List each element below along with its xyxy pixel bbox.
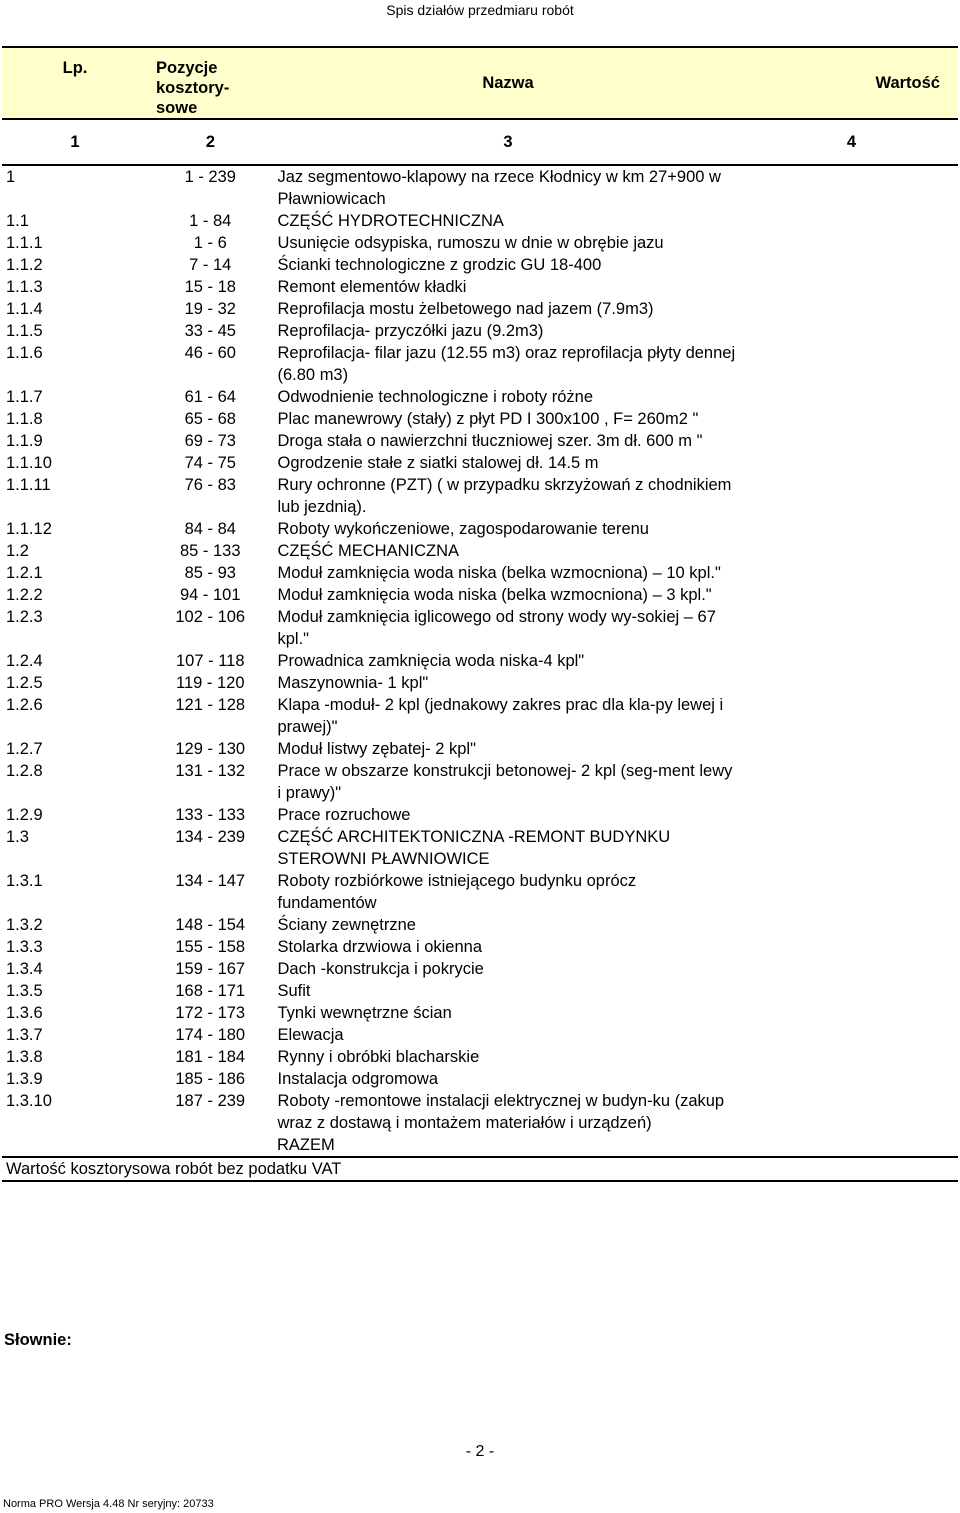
row-name: Moduł listwy zębatej- 2 kpl" <box>277 740 476 758</box>
row-name: Prowadnica zamknięcia woda niska-4 kpl" <box>277 652 585 670</box>
row-lp: 1.3.4 <box>6 960 43 978</box>
row-value <box>743 826 958 870</box>
row-positions: 1 - 239 <box>184 168 236 186</box>
row-lp: 1.3.3 <box>6 938 43 956</box>
page-title: Spis działów przedmiaru robót <box>386 2 574 18</box>
row-value <box>743 276 958 298</box>
software-footer: Norma PRO Wersja 4.48 Nr seryjny: 20733 <box>3 1498 214 1510</box>
row-name: Prace rozruchowe <box>277 806 411 824</box>
row-lp: 1.2.2 <box>6 586 43 604</box>
row-name: Dach -konstrukcja i pokrycie <box>277 960 484 978</box>
row-lp: 1.1.12 <box>6 520 52 538</box>
row-value <box>743 165 958 210</box>
row-positions: 1 - 84 <box>189 212 232 230</box>
row-lp: 1.1.4 <box>6 300 43 318</box>
row-positions: 46 - 60 <box>184 344 236 362</box>
row-positions: 148 - 154 <box>175 916 246 934</box>
row-value <box>743 298 958 320</box>
row-value <box>743 232 958 254</box>
row-name: Stolarka drzwiowa i okienna <box>277 938 483 956</box>
row-positions: 76 - 83 <box>184 476 236 494</box>
row-name: Moduł zamknięcia iglicowego od strony wody wy-sokiej – 67 kpl." <box>277 608 716 648</box>
sum-label: RAZEM <box>277 1136 335 1154</box>
row-value <box>743 936 958 958</box>
row-name: Rynny i obróbki blacharskie <box>277 1048 480 1066</box>
row-name: Reprofilacja- filar jazu (12.55 m3) oraz reprofilacja płyty dennej (6.80 m3) <box>277 344 736 384</box>
table-row <box>2 1046 958 1068</box>
table-row <box>2 694 958 738</box>
table-row <box>2 1002 958 1024</box>
row-positions: 94 - 101 <box>179 586 241 604</box>
row-lp: 1.3.7 <box>6 1026 43 1044</box>
column-number-2: 2 <box>148 119 273 165</box>
table-row <box>2 980 958 1002</box>
row-positions: 185 - 186 <box>175 1070 246 1088</box>
row-positions: 172 - 173 <box>175 1004 246 1022</box>
table-row <box>2 232 958 254</box>
row-positions: 65 - 68 <box>184 410 236 428</box>
table-row <box>2 1024 958 1046</box>
row-positions: 168 - 171 <box>175 982 246 1000</box>
row-value <box>743 342 958 386</box>
row-value <box>743 694 958 738</box>
table-row <box>2 430 958 452</box>
row-name: Tynki wewnętrzne ścian <box>277 1004 452 1022</box>
row-name: Instalacja odgromowa <box>277 1070 439 1088</box>
table-row <box>2 936 958 958</box>
row-positions: 181 - 184 <box>175 1048 246 1066</box>
row-value <box>743 210 958 232</box>
row-name: Ogrodzenie stałe z siatki stalowej dł. 14.5 m <box>277 454 599 472</box>
row-name: Rury ochronne (PZT) ( w przypadku skrzyżowań z chodnikiem lub jezdnią). <box>277 476 732 516</box>
header-lp: Lp. <box>2 47 148 119</box>
row-value <box>743 870 958 914</box>
row-positions: 85 - 93 <box>184 564 236 582</box>
row-lp: 1.3.10 <box>6 1092 52 1110</box>
row-lp: 1.3.6 <box>6 1004 43 1022</box>
row-name: Roboty rozbiórkowe istniejącego budynku oprócz fundamentów <box>277 872 637 912</box>
row-lp: 1.2.8 <box>6 762 43 780</box>
page-number: - 2 - <box>465 1443 495 1460</box>
table-row <box>2 210 958 232</box>
row-value <box>743 914 958 936</box>
row-lp: 1.2.1 <box>6 564 43 582</box>
row-name: Usunięcie odsypiska, rumoszu w dnie w obrębie jazu <box>277 234 664 252</box>
column-number-3: 3 <box>273 119 743 165</box>
table-header-row <box>2 47 958 119</box>
net-value-row <box>2 1157 958 1181</box>
table-row <box>2 518 958 540</box>
row-name: Sufit <box>277 982 311 1000</box>
table-row <box>2 826 958 870</box>
row-lp: 1.2 <box>6 542 29 560</box>
header-value: Wartość <box>743 47 958 119</box>
row-value <box>743 430 958 452</box>
row-value <box>743 1046 958 1068</box>
row-lp: 1.2.3 <box>6 608 43 626</box>
row-value <box>743 518 958 540</box>
table-row <box>2 254 958 276</box>
row-value <box>743 650 958 672</box>
row-name: Remont elementów kładki <box>277 278 467 296</box>
row-name: CZĘŚĆ HYDROTECHNICZNA <box>277 212 504 230</box>
row-positions: 129 - 130 <box>175 740 246 758</box>
row-positions: 74 - 75 <box>184 454 236 472</box>
row-positions: 187 - 239 <box>175 1092 246 1110</box>
row-value <box>743 408 958 430</box>
table-row <box>2 584 958 606</box>
row-value <box>743 738 958 760</box>
table-row <box>2 738 958 760</box>
row-lp: 1.1.5 <box>6 322 43 340</box>
row-name: Maszynownia- 1 kpl" <box>277 674 429 692</box>
row-value <box>743 254 958 276</box>
row-value <box>743 606 958 650</box>
table-row <box>2 760 958 804</box>
in-words-label: Słownie: <box>4 1331 72 1349</box>
row-positions: 19 - 32 <box>184 300 236 318</box>
row-lp: 1.1.3 <box>6 278 43 296</box>
row-name: Elewacja <box>277 1026 344 1044</box>
table-row <box>2 650 958 672</box>
row-positions: 174 - 180 <box>175 1026 246 1044</box>
header-positions: Pozycje kosztory-sowe <box>148 47 273 119</box>
row-positions: 131 - 132 <box>175 762 246 780</box>
sum-row <box>2 1134 958 1157</box>
row-name: Prace w obszarze konstrukcji betonowej- 2 kpl (seg-ment lewy i prawy)" <box>277 762 733 802</box>
row-positions: 121 - 128 <box>175 696 246 714</box>
table-row <box>2 804 958 826</box>
table-row <box>2 914 958 936</box>
table-row <box>2 562 958 584</box>
row-positions: 102 - 106 <box>175 608 246 626</box>
row-value <box>743 562 958 584</box>
row-name: Odwodnienie technologiczne i roboty różne <box>277 388 594 406</box>
row-lp: 1.2.9 <box>6 806 43 824</box>
table-row <box>2 1090 958 1134</box>
row-lp: 1.2.6 <box>6 696 43 714</box>
table-row <box>2 540 958 562</box>
row-value <box>743 1002 958 1024</box>
row-value <box>743 980 958 1002</box>
row-positions: 7 - 14 <box>189 256 232 274</box>
table-row <box>2 386 958 408</box>
row-lp: 1.2.7 <box>6 740 43 758</box>
row-positions: 15 - 18 <box>184 278 236 296</box>
table-row <box>2 870 958 914</box>
row-lp: 1.1.10 <box>6 454 52 472</box>
row-lp: 1.3.8 <box>6 1048 43 1066</box>
net-value-label: Wartość kosztorysowa robót bez podatku VAT <box>2 1157 958 1181</box>
row-value <box>743 474 958 518</box>
row-lp: 1.1.8 <box>6 410 43 428</box>
table-row <box>2 474 958 518</box>
row-value <box>743 804 958 826</box>
row-lp: 1.2.5 <box>6 674 43 692</box>
row-name: Jaz segmentowo-klapowy na rzece Kłodnicy w km 27+900 w Pławniowicach <box>277 168 721 208</box>
row-positions: 134 - 147 <box>175 872 246 890</box>
row-positions: 119 - 120 <box>176 674 245 692</box>
row-value <box>743 1090 958 1134</box>
row-positions: 159 - 167 <box>175 960 246 978</box>
table-row <box>2 452 958 474</box>
row-value <box>743 320 958 342</box>
row-lp: 1.3.2 <box>6 916 43 934</box>
table-row <box>2 1068 958 1090</box>
row-lp: 1.1 <box>6 212 29 230</box>
row-positions: 61 - 64 <box>184 388 236 406</box>
row-positions: 155 - 158 <box>175 938 246 956</box>
row-positions: 84 - 84 <box>184 520 236 538</box>
row-value <box>743 672 958 694</box>
row-name: Moduł zamknięcia woda niska (belka wzmocniona) – 3 kpl." <box>277 586 712 604</box>
table-row <box>2 958 958 980</box>
row-value <box>743 1068 958 1090</box>
estimate-table <box>2 46 958 1182</box>
row-lp: 1.3.5 <box>6 982 43 1000</box>
row-lp: 1.3.1 <box>6 872 43 890</box>
row-value <box>743 386 958 408</box>
table-row <box>2 606 958 650</box>
row-positions: 133 - 133 <box>175 806 246 824</box>
row-name: CZĘŚĆ ARCHITEKTONICZNA -REMONT BUDYNKU STEROWNI PŁAWNIOWICE <box>277 828 671 868</box>
row-name: Reprofilacja mostu żelbetowego nad jazem (7.9m3) <box>277 300 654 318</box>
table-row <box>2 298 958 320</box>
row-value <box>743 452 958 474</box>
column-number-4: 4 <box>743 119 958 165</box>
row-value <box>743 958 958 980</box>
row-value <box>743 540 958 562</box>
row-lp: 1.3.9 <box>6 1070 43 1088</box>
row-lp: 1.1.7 <box>6 388 43 406</box>
row-name: Ściany zewnętrzne <box>277 916 416 934</box>
row-lp: 1.3 <box>6 828 29 846</box>
header-name: Nazwa <box>273 47 743 119</box>
table-row <box>2 408 958 430</box>
row-name: Roboty -remontowe instalacji elektrycznej w budyn-ku (zakup wraz z dostawą i montażem materiałów i urządzeń) <box>277 1092 725 1132</box>
row-positions: 107 - 118 <box>176 652 245 670</box>
row-positions: 69 - 73 <box>184 432 236 450</box>
table-body <box>2 165 958 1134</box>
table-row <box>2 320 958 342</box>
table-row <box>2 342 958 386</box>
row-lp: 1.1.6 <box>6 344 43 362</box>
row-positions: 85 - 133 <box>179 542 241 560</box>
row-name: Plac manewrowy (stały) z płyt PD I 300x100 , F= 260m2 " <box>277 410 699 428</box>
row-positions: 1 - 6 <box>193 234 227 252</box>
row-lp: 1.1.2 <box>6 256 43 274</box>
row-value <box>743 584 958 606</box>
table-row <box>2 672 958 694</box>
row-value <box>743 760 958 804</box>
column-number-row <box>2 119 958 165</box>
row-positions: 33 - 45 <box>184 322 236 340</box>
row-name: CZĘŚĆ MECHANICZNA <box>277 542 460 560</box>
row-lp: 1.2.4 <box>6 652 43 670</box>
row-name: Roboty wykończeniowe, zagospodarowanie terenu <box>277 520 649 538</box>
row-lp: 1.1.11 <box>6 476 51 494</box>
table-row <box>2 276 958 298</box>
row-name: Reprofilacja- przyczółki jazu (9.2m3) <box>277 322 544 340</box>
row-name: Moduł zamknięcia woda niska (belka wzmocniona) – 10 kpl." <box>277 564 721 582</box>
row-lp: 1 <box>6 168 16 186</box>
row-value <box>743 1024 958 1046</box>
row-name: Ścianki technologiczne z grodzic GU 18-400 <box>277 256 602 274</box>
column-number-1: 1 <box>2 119 148 165</box>
row-lp: 1.1.1 <box>6 234 43 252</box>
table-row <box>2 165 958 210</box>
row-positions: 134 - 239 <box>175 828 246 846</box>
row-name: Klapa -moduł- 2 kpl (jednakowy zakres prac dla kla-py lewej i prawej)" <box>277 696 724 736</box>
row-lp: 1.1.9 <box>6 432 43 450</box>
row-name: Droga stała o nawierzchni tłuczniowej szer. 3m dł. 600 m " <box>277 432 703 450</box>
